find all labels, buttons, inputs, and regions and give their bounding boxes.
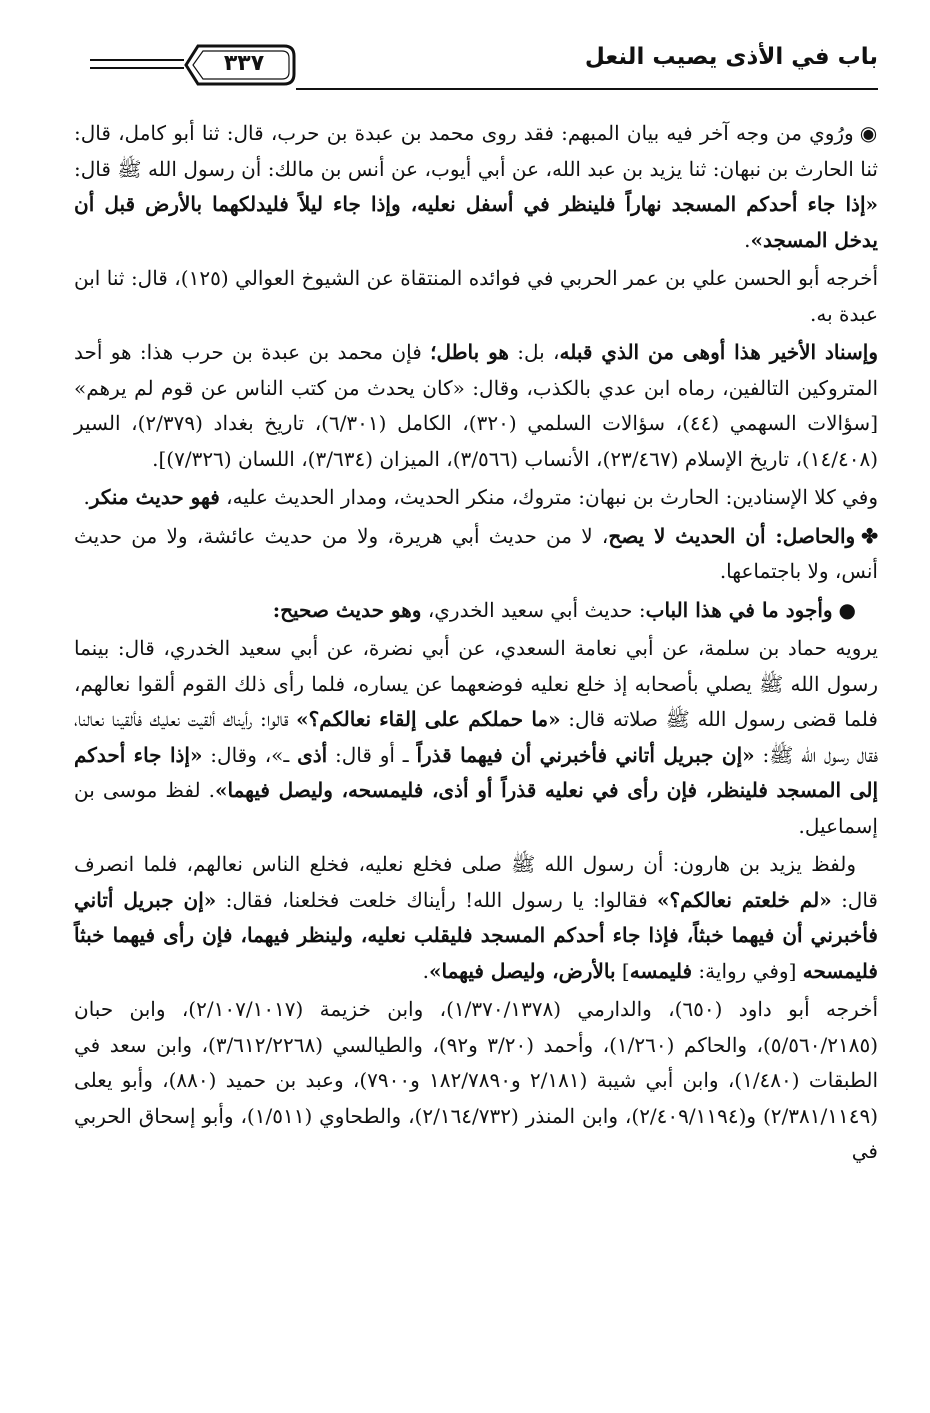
paragraph [74,631,878,844]
body-text-run: . [83,485,90,509]
header-rule [296,88,878,90]
emphasis-text: أذى [297,742,328,767]
emphasis-text: هو باطل؛ [430,340,509,364]
paragraph-bullet-icon: ◉ [859,121,878,145]
body-text [74,116,878,1170]
paragraph [74,847,878,989]
body-text-run: [وفي رواية: [692,958,803,983]
emphasis-text: فليمسه [629,958,693,983]
body-text-run: . [422,958,429,983]
body-text-run: ورُوي من وجه آخر فيه بيان المبهم: فقد روى محمد بن عبدة بن حرب، قال: ثنا أبو كامل، قال: ثنا الحارث بن نبهان: ثنا يزيد بن عبد الله، عن أبي أيوب، عن أنس بن مالك: أن رسول الله ﷺ قال: [74,121,878,181]
emphasis-text: «إن جبريل أتاني فأخبرني أن فيهما خبثاً، فإذا جاء أحدكم المسجد فليقلب نعليه، ولينظر فيهما، فإن رأى فيهما خبثاً فليمسحه [74,887,878,983]
emphasis-text: «إذا جاء أحدكم المسجد نهاراً فلينظر في أسفل نعليه، وإذا جاء ليلاً فليدلكهما بالأرض قبل أن يدخل المسجد» [74,192,878,252]
page-number: ٣٣٧ [223,51,265,76]
body-text-run: يرويه حماد بن سلمة، عن أبي نعامة السعدي، عن أبي نضرة، عن أبي سعيد الخدري، قال: بينما رسول الله ﷺ يصلي بأصحابه إذ خلع نعليه فوضعهما عن يساره، فلما رأى ذلك القوم ألقوا نعالهم، فلما قضى رسول الله ﷺ صلاته قال: [74,636,878,731]
body-text-run: ولفظ يزيد بن هارون: أن رسول الله ﷺ صلى فخلع نعليه، فخلع الناس نعالهم، فلما انصرف قال: [74,852,878,912]
emphasis-text: وإسناد الأخير هذا أوهى من الذي قبله [559,340,878,364]
paragraph [74,480,878,516]
paragraph [74,116,878,258]
page-header [86,40,878,100]
paragraph-bullet-icon: ● [838,597,856,622]
body-text-run: فإن محمد بن عبدة بن حرب هذا: هو أحد المتروكين التالفين، رماه ابن عدي بالكذب، وقال: «كان يحدث من كتب الناس عن قوم لم يرهم» [سؤالات السهمي (٤٤)، سؤالات السلمي (٣٢٠)، الكامل (٦/٣٠١)، تاريخ بغداد (٢/٣٧٩)، السير (١٤/٤٠٨)، تاريخ الإسلام (٢٣/٤٦٧)، الأنساب (٣/٥٦٦)، الميزان (٣/٦٣٤)، اللسان (٧/٣٢٦)]. [74,340,878,471]
emphasis-text: «ما حملكم على إلقاء نعالكم؟» [296,707,561,731]
paragraph [74,335,878,477]
body-text-run: ، لا من حديث أبي هريرة، ولا من حديث عائشة، ولا من حديث أنس، ولا باجتماعها. [74,523,878,583]
body-text-run: قالوا: رأيناك ألقيت نعليك فألقينا نعالنا، فقال رسول الله ﷺ: [74,707,878,767]
paragraph [74,992,878,1170]
body-text-run: أخرجه أبو داود (٦٥٠)، والدارمي (١/٣٧٠/١٣٧٨)، وابن خزيمة (٢/١٠٧/١٠١٧)، وابن حبان (٥/٥٦٠/٢١٨٥)، والحاكم (١/٢٦٠)، وأحمد (٣/٢٠ و٩٢)، والطيالسي (٣/٦١٢/٢٢٦٨)، وابن سعد في الطبقات (١/٤٨٠)، وابن أبي شيبة (٢/١٨١ و١٨٢/٧٨٩٠ و٧٩٠٠)، وعبد بن حميد (٨٨٠)، وأبو يعلى (٢/٣٨١/١١٤٩) و(٢/٤٠٩/١١٩٤)، وابن المنذر (٢/١٦٤/٧٣٢)، والطحاوي (١/٥١١)، وأبو إسحاق الحربي في [74,997,879,1163]
body-text-run: ـ أو قال: [327,742,417,767]
body-text-run: ، بل: [508,340,560,364]
paragraph-bullet-icon: ✤ [861,523,878,548]
emphasis-text: «إذا جاء أحدكم إلى المسجد فلينظر، فإن رأى في نعليه قذراً أو أذى، فليمسحه، وليصل فيهما» [74,742,879,802]
emphasis-text: فهو حديث منكر [89,485,220,509]
paragraph [74,593,878,629]
emphasis-text: والحاصل: أن الحديث لا يصح [608,523,856,548]
emphasis-text: «لم خلعتم نعالكم؟» [657,887,832,912]
body-text-run: . لفظ موسى بن إسماعيل. [74,778,878,838]
body-text-run: وفي كلا الإسنادين: الحارث بن نبهان: متروك، منكر الحديث، ومدار الحديث عليه، [219,485,878,509]
emphasis-text: «إن جبريل أتاني فأخبرني أن فيهما قذراً [416,742,755,767]
body-text-run: : حديث أبي سعيد الخدري، [421,597,646,622]
body-text-run: . [744,227,751,252]
page-number-ornament [86,42,296,88]
emphasis-text: وأجود ما في هذا الباب [645,597,833,622]
running-title: باب في الأذى يصيب النعل [584,44,878,70]
paragraph [74,261,878,332]
body-text-run: ] [615,958,630,983]
emphasis-text: وهو حديث صحيح: [272,597,422,622]
paragraph [74,519,878,590]
body-text-run: فقالوا: يا رسول الله! رأيناك خلعت فخلعنا، فقال: [216,887,658,912]
body-text-run: ـ»، وقال: [202,742,298,767]
body-text-run: أخرجه أبو الحسن علي بن عمر الحربي في فوائده المنتقاة عن الشيوخ العوالي (١٢٥)، قال: ثنا ابن عبدة به. [74,266,879,326]
emphasis-text: بالأرض، وليصل فيهما» [429,958,616,983]
